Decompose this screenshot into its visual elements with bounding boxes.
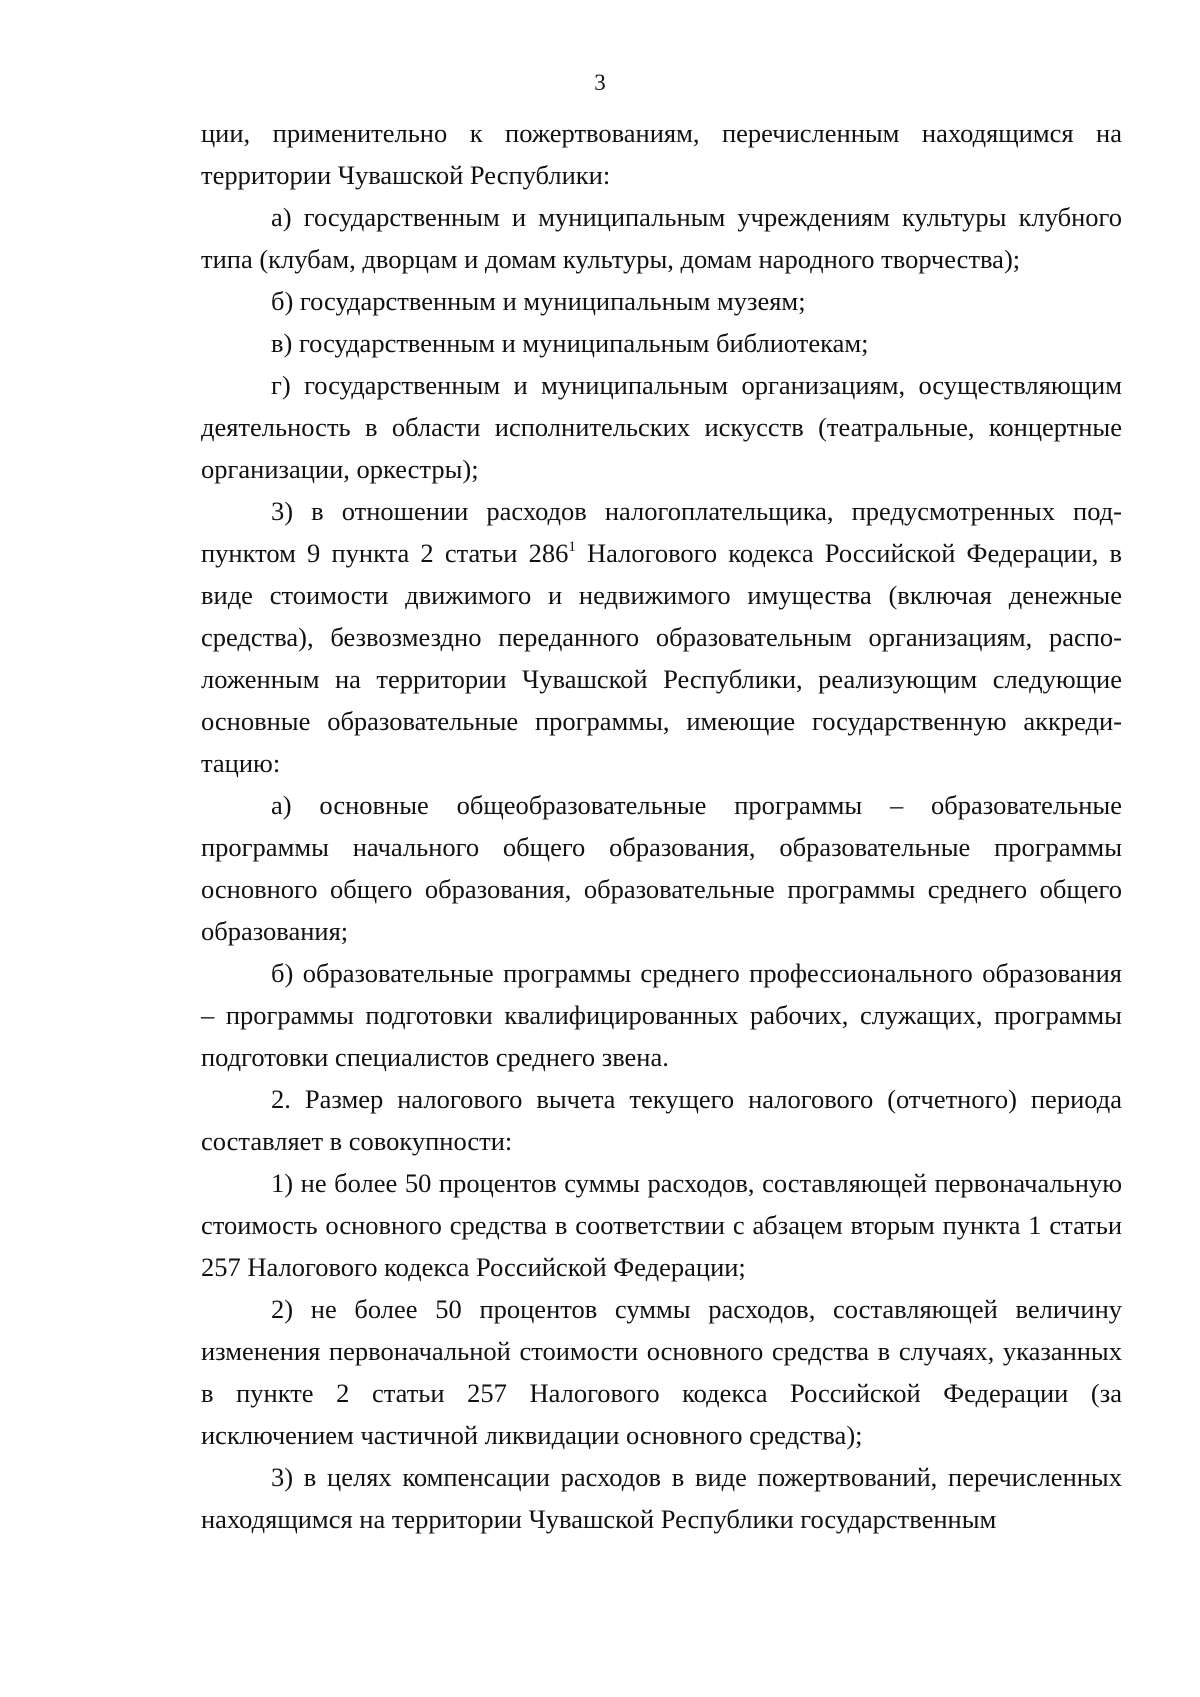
paragraph-text: 3) в отношении расходов налогоплательщика, предусмотренных подпунктом 9 пункта 2 статьи 286: [201, 496, 1122, 568]
paragraph-item-v-libraries: в) государственным и муниципальным библиотекам;: [271, 328, 869, 358]
paragraph-item-1-deduction: 1) не более 50 процентов суммы расходов, составляющей первоначальную стоимость основного средства в соответствии с абзацем вторым пункта 1 статьи 257 Налогового кодекса Российской Федерации;: [201, 1168, 1122, 1282]
paragraph-text: Налогового кодекса Российской Федерации, в виде стоимости движимого и недвижимого имущества (включая денежные средства), безвозмездно переданного образовательным организациям, расположенным на территории Чувашской Республики, реализующим следующие основные образовательные программы, имеющие государственную аккредитацию:: [201, 538, 1122, 778]
paragraph-item-2-deduction: 2) не более 50 процентов суммы расходов, составляющей величину изменения первоначальной стоимости основного средства в случаях, указанных в пункте 2 статьи 257 Налогового кодекса Российской Федерации (за исключением частичной ликвидации основного средства);: [201, 1294, 1122, 1450]
paragraph-item-a-culture: а) государственным и муниципальным учреждениям культуры клубного типа (клубам, дворцам и домам культуры, домам народного творчества);: [201, 202, 1122, 274]
paragraph-item-a-general-education: а) основные общеобразовательные программы – образовательные программы начального общего образования, образовательные программы основного общего образования, образовательные программы среднего общего образования;: [201, 790, 1122, 946]
paragraph-continuation: ции, применительно к пожертвованиям, перечисленным находящимся на территории Чувашской Республики:: [201, 118, 1122, 190]
page-number: 3: [594, 70, 606, 95]
paragraph-item-3-deduction: 3) в целях компенсации расходов в виде пожертвований, перечисленных находящимся на территории Чувашской Республики государственным: [201, 1462, 1122, 1534]
paragraph-item-b-museums: б) государственным и муниципальным музеям;: [271, 286, 806, 316]
superscript: 1: [568, 539, 576, 555]
paragraph-item-b-professional-education: б) образовательные программы среднего профессионального образования – программы подготовки квалифицированных рабочих, служащих, программы подготовки специалистов среднего звена.: [201, 958, 1122, 1072]
paragraph-section-2: 2. Размер налогового вычета текущего налогового (отчетного) периода составляет в совокупности:: [201, 1084, 1122, 1156]
document-body: [201, 112, 1122, 1540]
paragraph-item-3-education: [201, 490, 1122, 784]
paragraph-item-g-performing-arts: г) государственным и муниципальным организациям, осуществляющим деятельность в области исполнительских искусств (театральные, концертные организации, оркестры);: [201, 370, 1122, 484]
